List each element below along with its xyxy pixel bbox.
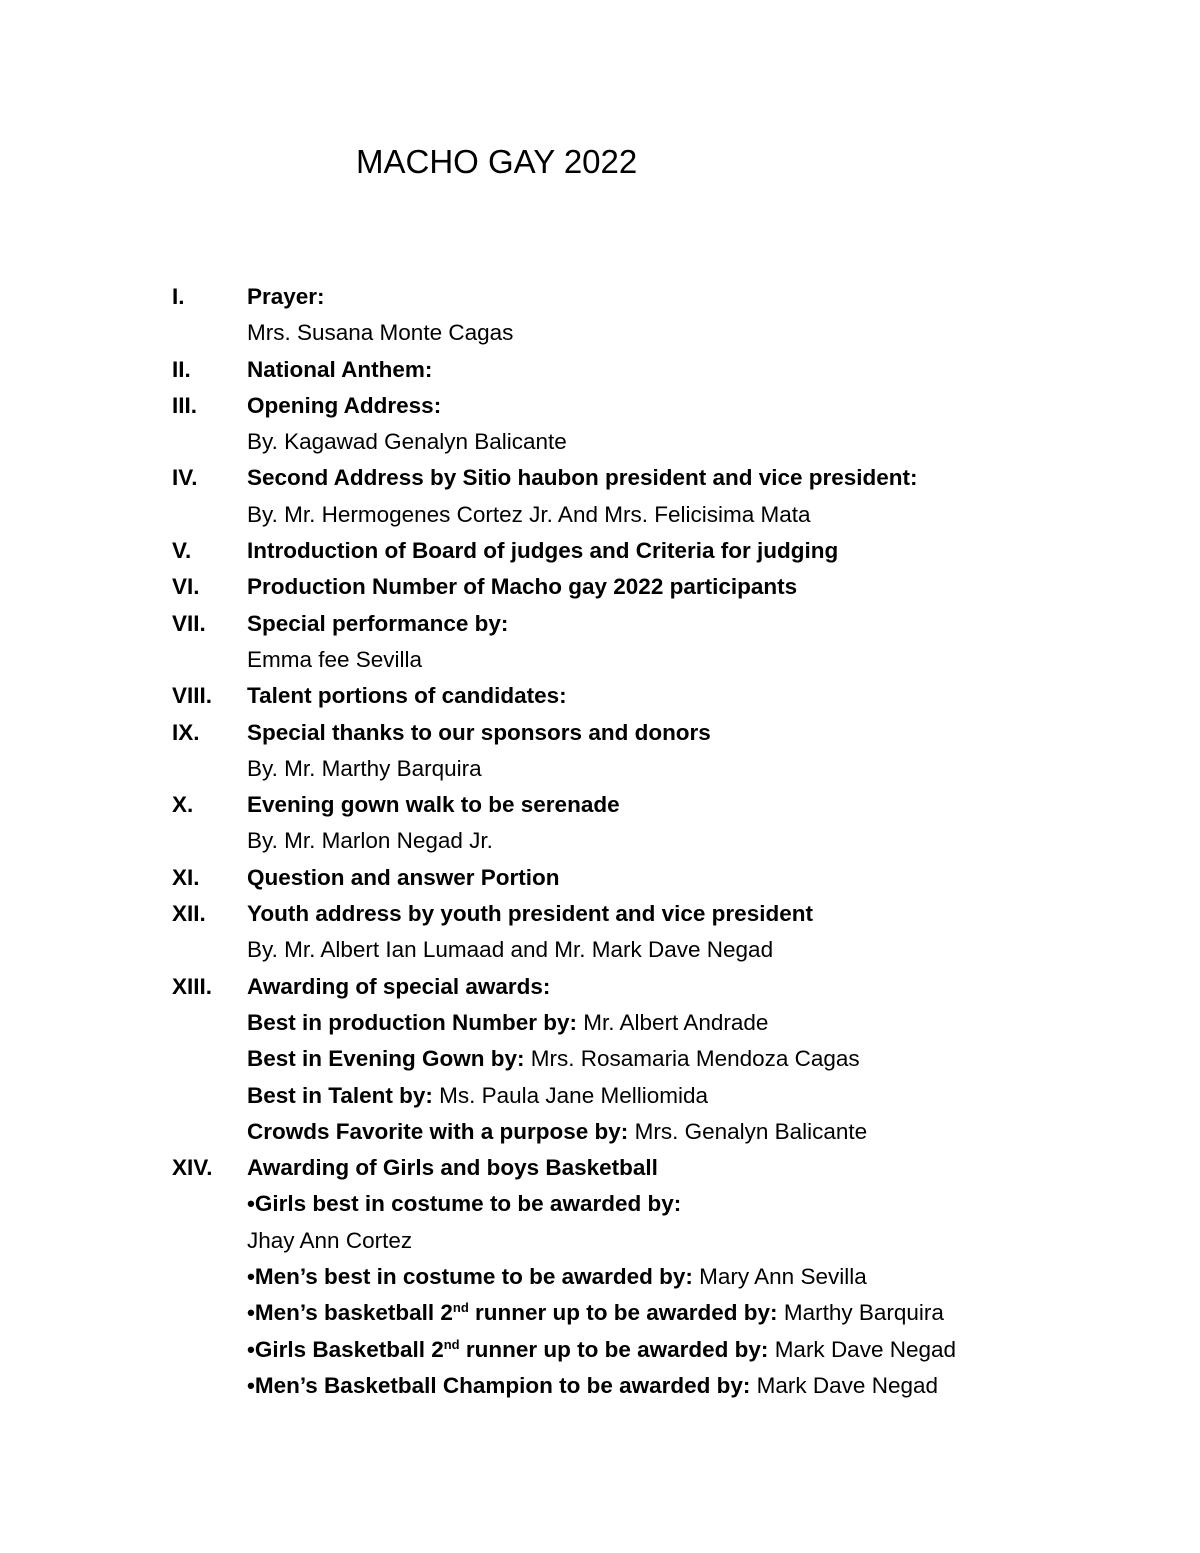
award-line	[172, 1009, 1172, 1045]
award-entry	[247, 1082, 708, 1110]
program-item	[172, 356, 1172, 392]
award-presenter: Jhay Ann Cortez	[247, 1227, 413, 1253]
item-number: VI.	[172, 574, 200, 600]
award-label: •Girls best in costume to be awarded by:	[247, 1191, 682, 1217]
award-entry	[247, 1263, 867, 1291]
item-detail: By. Mr. Albert Ian Lumaad and Mr. Mark Dave Negad	[247, 937, 774, 963]
award-entry	[247, 1299, 944, 1327]
item-heading: Prayer:	[247, 284, 325, 309]
item-detail: By. Mr. Marlon Negad Jr.	[247, 828, 493, 854]
item-number: XII.	[172, 901, 206, 927]
award-label: Best in Evening Gown by:	[247, 1046, 525, 1072]
award-presenter: Mr. Albert Andrade	[583, 1009, 769, 1035]
item-detail-line	[172, 936, 1172, 972]
item-heading: Special performance by:	[247, 610, 509, 636]
item-detail-line	[172, 646, 1172, 682]
item-detail: By. Mr. Marthy Barquira	[247, 755, 482, 781]
award-label: •Men’s Basketball Champion to be awarded by:	[247, 1372, 751, 1398]
award-ordinal-suffix: nd	[452, 1300, 469, 1316]
award-presenter: Mrs. Genalyn Balicante	[634, 1118, 868, 1144]
item-number: XIV.	[172, 1155, 213, 1181]
award-entry	[247, 1227, 412, 1255]
item-number: V.	[172, 538, 192, 564]
item-heading: Special thanks to our sponsors and donors	[247, 719, 711, 745]
item-heading: Talent portions of candidates:	[247, 683, 567, 709]
program-item	[172, 791, 1172, 827]
program-item	[172, 392, 1172, 428]
award-line	[172, 1045, 1172, 1081]
page-title: MACHO GAY 2022	[356, 143, 638, 180]
program-item	[172, 973, 1172, 1009]
program-item	[172, 1154, 1172, 1190]
item-number: XIII.	[172, 973, 213, 999]
award-entry	[247, 1118, 867, 1146]
item-heading: Awarding of special awards:	[247, 973, 551, 999]
item-number: X.	[172, 792, 194, 818]
award-line	[172, 1372, 1172, 1408]
program-item	[172, 682, 1172, 718]
item-number: I.	[172, 284, 185, 309]
award-presenter: Marthy Barquira	[783, 1300, 944, 1326]
award-presenter: Mark Dave Negad	[774, 1336, 957, 1362]
item-heading: National Anthem:	[247, 356, 433, 382]
item-heading: Second Address by Sitio haubon president and vice president:	[247, 465, 918, 491]
item-detail: Mrs. Susana Monte Cagas	[247, 320, 514, 346]
award-label: Crowds Favorite with a purpose by:	[247, 1118, 629, 1144]
item-number: VIII.	[172, 683, 213, 709]
program-list	[172, 283, 1172, 1408]
award-entry	[247, 1190, 681, 1218]
award-line	[172, 1299, 1172, 1335]
item-heading: Question and answer Portion	[247, 864, 560, 890]
award-entry	[247, 1045, 860, 1073]
program-item	[172, 719, 1172, 755]
award-line	[172, 1263, 1172, 1299]
item-detail-line	[172, 501, 1172, 537]
award-label: Best in production Number by:	[247, 1009, 578, 1035]
item-number: II.	[172, 356, 191, 382]
award-label: •Girls Basketball 2	[247, 1336, 444, 1362]
item-detail: Emma fee Sevilla	[247, 646, 423, 672]
award-entry	[247, 1336, 956, 1364]
item-detail: By. Kagawad Genalyn Balicante	[247, 429, 567, 455]
program-item	[172, 464, 1172, 500]
item-detail-line	[172, 755, 1172, 791]
item-detail-line	[172, 319, 1172, 355]
award-label: Best in Talent by:	[247, 1082, 433, 1108]
item-heading: Youth address by youth president and vice president	[247, 901, 813, 927]
item-heading: Introduction of Board of judges and Criteria for judging	[247, 538, 839, 564]
item-detail-line	[172, 428, 1172, 464]
program-item	[172, 283, 1172, 319]
program-item	[172, 864, 1172, 900]
award-presenter: Mary Ann Sevilla	[699, 1264, 867, 1290]
item-number: XI.	[172, 864, 200, 890]
item-number: VII.	[172, 610, 206, 636]
item-number: IX.	[172, 719, 200, 745]
program-item	[172, 537, 1172, 573]
award-line	[172, 1118, 1172, 1154]
award-label: runner up to be awarded by:	[468, 1300, 778, 1326]
award-label: runner up to be awarded by:	[459, 1336, 769, 1362]
item-number: IV.	[172, 465, 198, 491]
item-heading: Evening gown walk to be serenade	[247, 792, 620, 818]
award-entry	[247, 1009, 768, 1037]
program-item	[172, 900, 1172, 936]
item-detail: By. Mr. Hermogenes Cortez Jr. And Mrs. Felicisima Mata	[247, 501, 811, 527]
award-line	[172, 1082, 1172, 1118]
award-line	[172, 1336, 1172, 1372]
program-item	[172, 610, 1172, 646]
award-entry	[247, 1372, 938, 1400]
award-ordinal-suffix: nd	[443, 1336, 460, 1352]
program-item	[172, 573, 1172, 609]
award-presenter: Mrs. Rosamaria Mendoza Cagas	[530, 1046, 860, 1072]
item-heading: Opening Address:	[247, 392, 442, 418]
award-line	[172, 1190, 1172, 1226]
award-label: •Men’s best in costume to be awarded by:	[247, 1264, 693, 1290]
award-label: •Men’s basketball 2	[247, 1300, 453, 1326]
award-presenter: Mark Dave Negad	[756, 1372, 939, 1398]
item-number: III.	[172, 392, 198, 418]
item-detail-line	[172, 827, 1172, 863]
item-heading: Production Number of Macho gay 2022 participants	[247, 574, 798, 600]
item-heading: Awarding of Girls and boys Basketball	[247, 1155, 658, 1181]
award-line	[172, 1227, 1172, 1263]
award-presenter: Ms. Paula Jane Melliomida	[439, 1082, 708, 1108]
